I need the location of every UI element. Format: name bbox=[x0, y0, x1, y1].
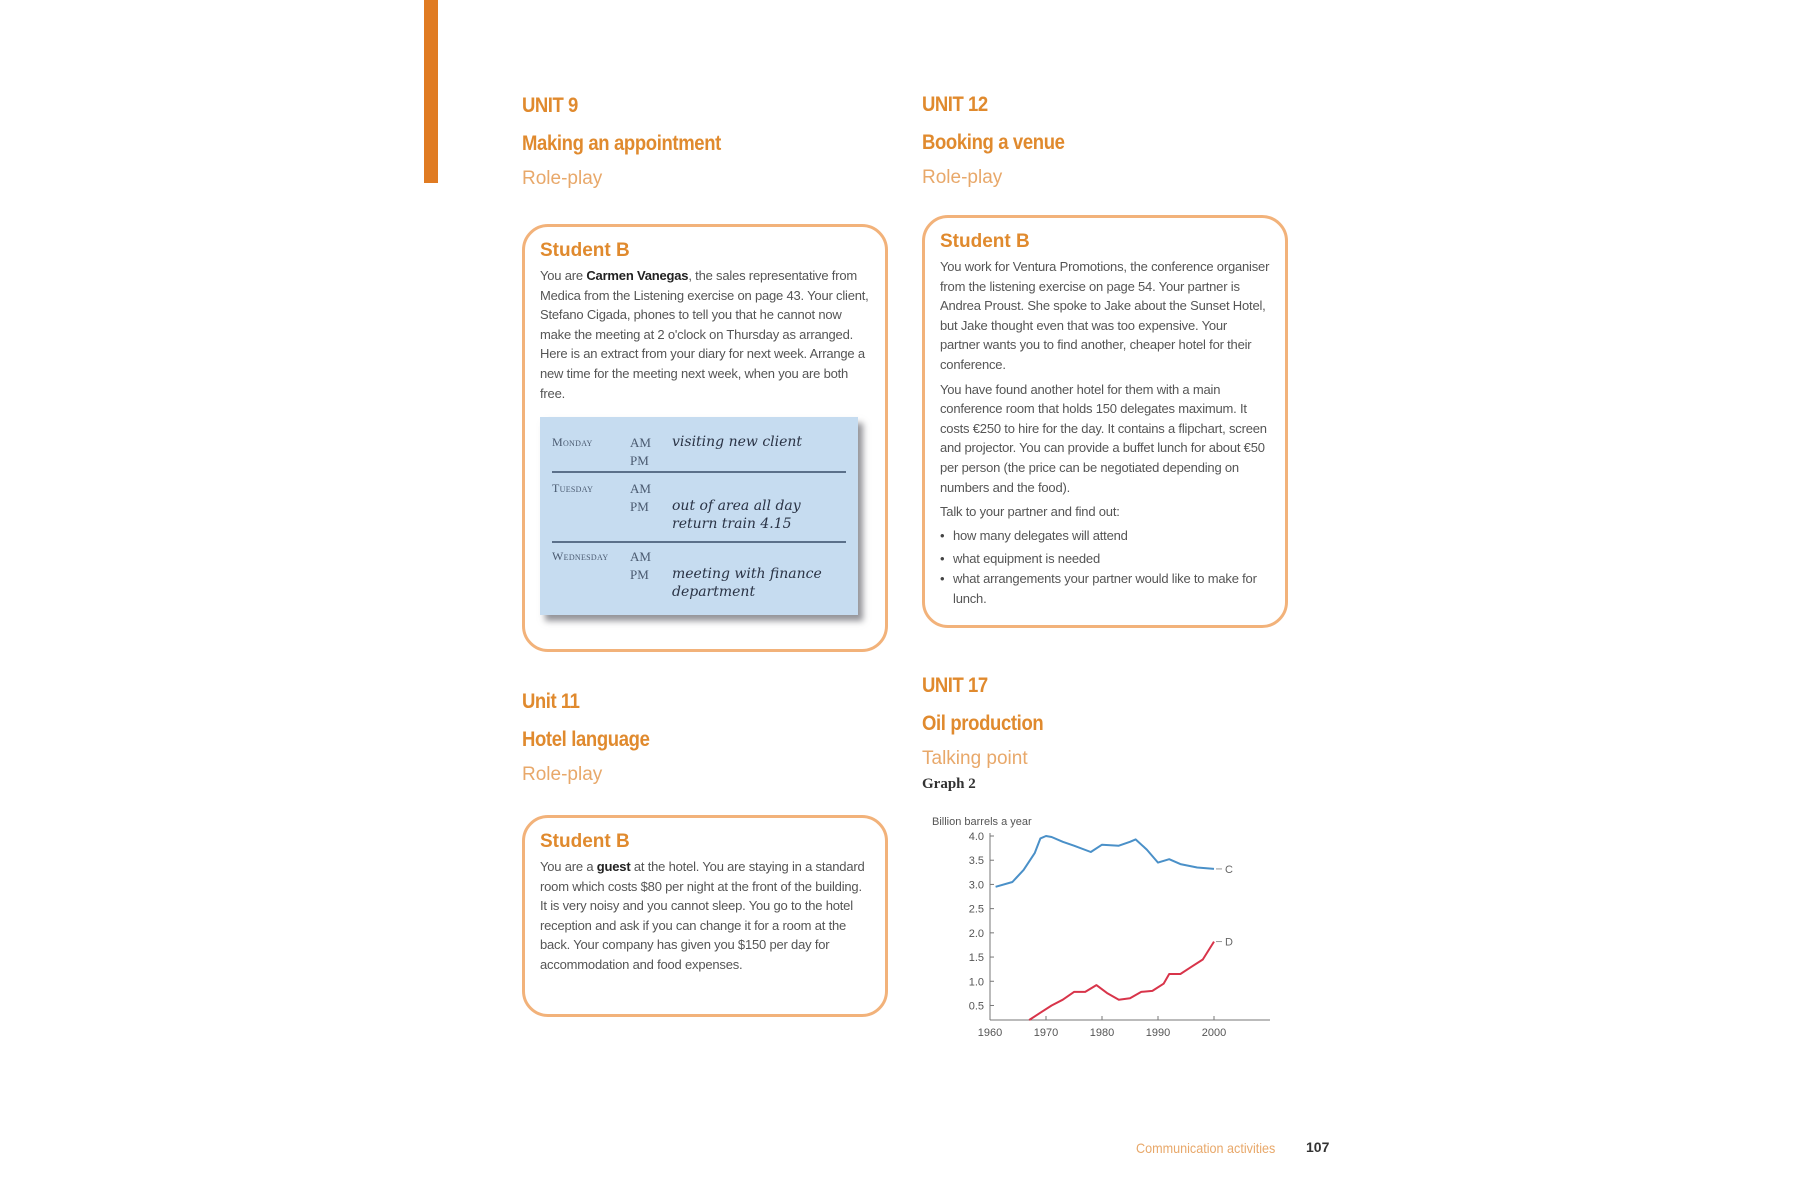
unit9-section bbox=[522, 94, 748, 190]
card-heading: Student B bbox=[540, 831, 630, 852]
oil-production-chart bbox=[920, 808, 1280, 1038]
series-D-label: D bbox=[1225, 936, 1233, 949]
unit-title: Booking a venue bbox=[922, 131, 1065, 154]
card-paragraph: You have found another hotel for them with a main conference room that holds 150 delegates maximum. It costs €250 to hire for the day. It contains a flipchart, screen and projector. You can provide a buffet lunch for about €50 per person (the price can be negotiated depending on numbers and the food). bbox=[940, 381, 1267, 495]
diary-extract: Monday AM PM visiting new client Tuesday AM PM out of area all day return train 4.15 Wednesday AM PM meeting with finance department bbox=[540, 417, 858, 615]
student-b-card-unit9 bbox=[522, 224, 888, 652]
card-heading: Student B bbox=[940, 231, 1030, 252]
graph-label: Graph 2 bbox=[922, 776, 976, 792]
divider bbox=[552, 541, 846, 543]
y-tick-label: 1.0 bbox=[968, 976, 984, 989]
student-b-card-unit12 bbox=[922, 215, 1288, 628]
unit-number: UNIT 9 bbox=[522, 94, 578, 117]
x-tick-label: 1980 bbox=[1089, 1027, 1115, 1038]
series-D-line bbox=[1029, 942, 1214, 1020]
card-text: You are a guest at the hotel. You are staying in a standard room which costs $80 per night at the front of the building. It is very noisy and you cannot sleep. You go to the hotel reception and ask if you can change it for a room at the back. Your company has given you $150 per day for accommodation and food expenses. bbox=[540, 859, 865, 972]
unit-number: UNIT 17 bbox=[922, 674, 988, 697]
bullet-list bbox=[940, 526, 1270, 608]
y-tick-label: 2.0 bbox=[968, 927, 984, 940]
y-tick-label: 4.0 bbox=[968, 831, 984, 843]
activity-type: Role-play bbox=[922, 167, 1003, 188]
activity-type: Role-play bbox=[522, 764, 603, 785]
y-tick-label: 3.5 bbox=[968, 855, 984, 868]
activity-type: Talking point bbox=[922, 748, 1028, 769]
axes bbox=[990, 833, 1270, 1020]
divider bbox=[552, 471, 846, 473]
x-tick-label: 2000 bbox=[1201, 1027, 1227, 1038]
section-marker-bar bbox=[424, 0, 438, 183]
card-paragraph: You work for Ventura Promotions, the conference organiser from the listening exercise on page 54. Your partner is Andrea Proust. She spoke to Jake about the Sunset Hotel, but Jake thought even that was too expensive. Your partner wants you to find another, cheaper hotel for their conference. bbox=[940, 259, 1270, 372]
unit-title: Hotel language bbox=[522, 728, 650, 751]
series-C-line bbox=[996, 836, 1214, 887]
x-tick-label: 1960 bbox=[977, 1027, 1003, 1038]
x-tick-label: 1990 bbox=[1145, 1027, 1171, 1038]
y-tick-label: 0.5 bbox=[968, 1000, 984, 1013]
unit-title: Oil production bbox=[922, 712, 1044, 735]
list-item: • how many delegates will attend bbox=[940, 526, 1270, 546]
activity-type: Role-play bbox=[522, 168, 603, 189]
list-item: • what arrangements your partner would like to make for lunch. bbox=[940, 569, 1270, 608]
series-C-label: C bbox=[1225, 863, 1233, 876]
unit-number: UNIT 12 bbox=[922, 93, 988, 116]
page-number: 107 bbox=[1306, 1139, 1330, 1155]
card-text: You are Carmen Vanegas, the sales representative from Medica from the Listening exercise on page 43. Your client, Stefano Cigada, phones to tell you that he cannot now make the meeting at 2 o'clock on Thursday as arranged. Here is an extract from your diary for next week. Arrange a new time for the meeting next week, when you are both free. bbox=[540, 268, 869, 401]
y-tick-label: 2.5 bbox=[968, 903, 984, 916]
student-b-card-unit11 bbox=[522, 815, 888, 1017]
unit12-section bbox=[922, 93, 1084, 189]
series-lines bbox=[996, 836, 1233, 1020]
y-tick-label: 1.5 bbox=[968, 952, 984, 965]
footer-section-label: Communication activities bbox=[1136, 1140, 1276, 1156]
unit11-section bbox=[522, 690, 667, 786]
handwritten-note: out of area all day return train 4.15 bbox=[672, 498, 801, 532]
card-heading: Student B bbox=[540, 240, 630, 261]
unit-title: Making an appointment bbox=[522, 132, 721, 155]
handwritten-note: meeting with finance department bbox=[672, 566, 822, 600]
handwritten-note: visiting new client bbox=[672, 434, 803, 450]
list-item: • what equipment is needed bbox=[940, 549, 1270, 569]
unit-number: Unit 11 bbox=[522, 690, 580, 713]
x-ticks bbox=[978, 1016, 1226, 1038]
unit17-section bbox=[922, 674, 1060, 793]
y-tick-label: 3.0 bbox=[968, 879, 984, 892]
card-paragraph: Talk to your partner and find out: bbox=[940, 504, 1120, 520]
y-axis-label: Billion barrels a year bbox=[932, 816, 1032, 828]
x-tick-label: 1970 bbox=[1033, 1027, 1059, 1038]
